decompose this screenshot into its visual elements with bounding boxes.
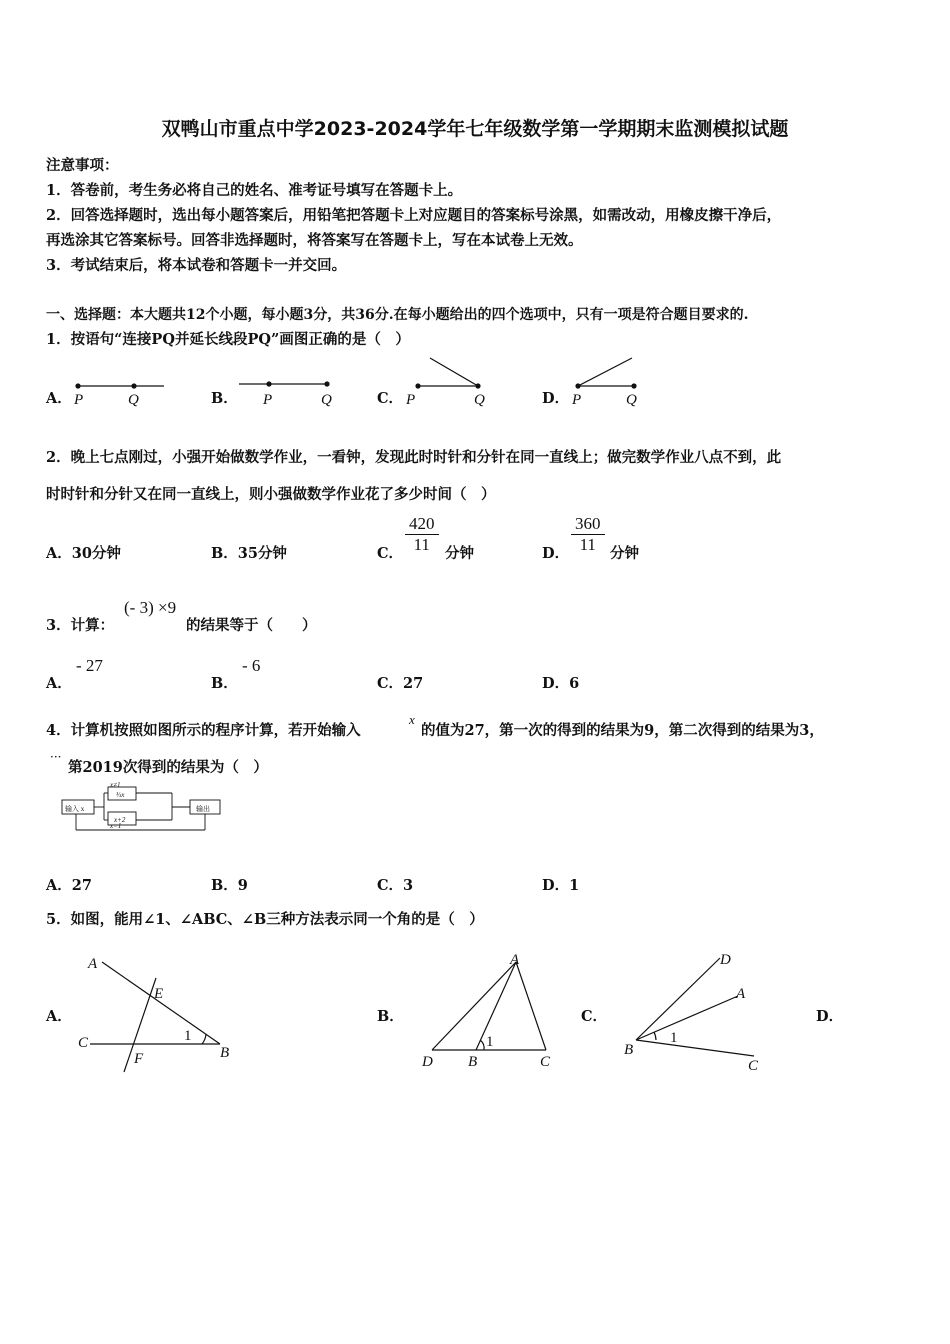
fig-a-label-b: B: [220, 1045, 230, 1061]
q5-figure-b: [416, 950, 566, 1075]
q4-stem-line-1a: 4．计算机按照如图所示的程序计算，若开始输入: [46, 722, 361, 739]
q5-option-d-label[interactable]: D．: [816, 1008, 844, 1025]
section-1-heading: 一、选择题：本大题共12个小题，每小题3分，共36分.在每小题给出的四个选项中，只有一项是符合题目要求的.: [46, 307, 749, 323]
fig-c-label-1: 1: [670, 1030, 678, 1046]
q3-option-d[interactable]: D．6: [542, 675, 580, 692]
q3-expression: (- 3) ×9: [124, 598, 177, 617]
q1-d-label-q: Q: [626, 392, 637, 408]
q2-d-numerator: 360: [571, 514, 605, 535]
q4-ellipsis: ···: [50, 750, 62, 764]
q5-option-b-label[interactable]: B．: [377, 1008, 404, 1025]
q2-option-c-label[interactable]: C．: [377, 545, 404, 562]
q1-a-label-q: Q: [128, 392, 139, 408]
q3-stem-prefix: 3．计算：: [46, 617, 115, 634]
q1-option-b-label[interactable]: B．: [211, 390, 238, 407]
fig-b-label-b: B: [468, 1054, 478, 1070]
q5-figure-a: [74, 948, 244, 1078]
fig-c-label-d: D: [720, 952, 731, 968]
q1-stem: 1．按语句“连接PQ并延长线段PQ”画图正确的是（ ）: [46, 331, 410, 348]
q1-figure-d: [568, 352, 668, 412]
flow-cond-top: x≠1: [110, 781, 121, 789]
q3-option-b-value: - 6: [242, 656, 261, 675]
q2-c-denominator: 11: [413, 535, 430, 554]
q2-stem-line-2: 时时针和分针又在同一直线上，则小强做数学作业花了多少时间（ ）: [46, 486, 496, 503]
q1-b-label-q: Q: [321, 392, 332, 408]
q2-option-d-fraction: [571, 514, 605, 555]
flow-op-bottom: x+2: [114, 816, 126, 824]
fig-b-label-a: A: [510, 952, 520, 968]
notice-item-1: 1．答卷前，考生务必将自己的姓名、准考证号填写在答题卡上。: [46, 182, 463, 199]
q3-option-a-value: - 27: [76, 656, 103, 675]
q1-c-label-q: Q: [474, 392, 485, 408]
q3-stem-suffix: 的结果等于（ ）: [186, 617, 317, 634]
notice-item-3: 3．考试结束后，将本试卷和答题卡一并交回。: [46, 257, 347, 274]
page-title: 双鸭山市重点中学2023-2024学年七年级数学第一学期期末监测模拟试题: [161, 118, 789, 140]
q1-figure-a: [70, 372, 170, 412]
q4-stem-line-1b: 的值为27，第一次的得到的结果为9，第二次得到的结果为3，: [421, 722, 824, 739]
fig-a-label-e: E: [154, 986, 164, 1002]
q2-option-d-label[interactable]: D．: [542, 545, 570, 562]
fig-a-label-a: A: [88, 956, 98, 972]
q3-option-c[interactable]: C．27: [377, 675, 424, 692]
q4-option-d[interactable]: D．1: [542, 877, 580, 894]
q4-variable-x: x: [409, 712, 415, 727]
notice-item-2-line-1: 2．回答选择题时，选出每小题答案后，用铅笔把答题卡上对应题目的答案标号涂黑，如需改动，用橡皮擦干净后，: [46, 207, 782, 224]
fig-b-label-c: C: [540, 1054, 551, 1070]
q2-stem-line-1: 2．晚上七点刚过，小强开始做数学作业，一看钟，发现此时时针和分针在同一直线上；做完数学作业八点不到，此: [46, 449, 782, 466]
q1-c-label-p: P: [406, 392, 416, 408]
q1-option-c-label[interactable]: C．: [377, 390, 404, 407]
flow-op-top: ⅓x: [116, 791, 125, 799]
fig-c-label-a: A: [736, 986, 746, 1002]
q1-d-label-p: P: [572, 392, 582, 408]
q1-option-d-label[interactable]: D．: [542, 390, 570, 407]
q1-a-label-p: P: [74, 392, 84, 408]
flow-input: 输入 x: [65, 805, 85, 813]
fig-b-label-1: 1: [486, 1034, 494, 1050]
q2-option-c-unit: 分钟: [445, 545, 474, 562]
q5-option-a-label[interactable]: A．: [46, 1008, 72, 1025]
q2-d-denominator: 11: [579, 535, 596, 554]
fig-b-label-d: D: [422, 1054, 433, 1070]
q5-option-c-label[interactable]: C．: [581, 1008, 608, 1025]
flow-output: 输出: [196, 805, 210, 813]
q5-figure-c: [620, 946, 780, 1076]
q1-figure-b: [235, 372, 335, 412]
q2-c-numerator: 420: [405, 514, 439, 535]
fig-a-label-f: F: [134, 1051, 144, 1067]
fig-c-label-b: B: [624, 1042, 634, 1058]
q2-option-b[interactable]: B．35分钟: [211, 545, 287, 562]
q2-option-c-fraction: [405, 514, 439, 555]
q1-option-a-label[interactable]: A．: [46, 390, 72, 407]
q3-option-a-label[interactable]: A．: [46, 675, 72, 692]
q4-flowchart: [60, 781, 230, 836]
notice-item-2-line-2: 再选涂其它答案标号。回答非选择题时，将答案写在答题卡上，写在本试卷上无效。: [46, 232, 583, 249]
q4-option-c[interactable]: C．3: [377, 877, 414, 894]
q1-figure-c: [402, 352, 502, 412]
q1-b-label-p: P: [263, 392, 273, 408]
notice-heading: 注意事项：: [46, 157, 119, 174]
q2-option-a[interactable]: A．30分钟: [46, 545, 121, 562]
q4-stem-line-2: 第2019次得到的结果为（ ）: [68, 759, 268, 776]
q2-option-d-unit: 分钟: [610, 545, 639, 562]
fig-a-label-1: 1: [184, 1028, 192, 1044]
flow-cond-bottom: x=1: [110, 822, 122, 830]
q3-option-b-label[interactable]: B．: [211, 675, 238, 692]
q5-stem: 5．如图，能用∠1、∠ABC、∠B三种方法表示同一个角的是（ ）: [46, 911, 484, 928]
q4-option-a[interactable]: A．27: [46, 877, 92, 894]
q4-option-b[interactable]: B．9: [211, 877, 248, 894]
fig-c-label-c: C: [748, 1058, 759, 1074]
fig-a-label-c: C: [78, 1035, 89, 1051]
